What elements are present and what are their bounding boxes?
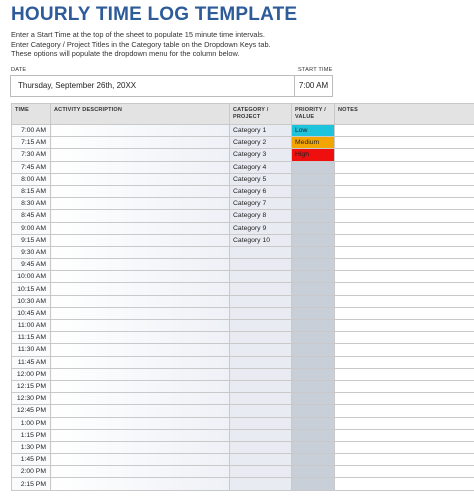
category-cell[interactable] (230, 466, 292, 478)
priority-cell[interactable] (292, 295, 335, 307)
table-row (12, 405, 474, 417)
time-cell[interactable]: 9:00 AM (12, 222, 51, 234)
time-cell[interactable]: 10:15 AM (12, 283, 51, 295)
table-row (12, 320, 474, 332)
activity-cell[interactable] (51, 405, 230, 417)
time-cell[interactable]: 1:45 PM (12, 454, 51, 466)
time-cell[interactable]: 9:45 AM (12, 259, 51, 271)
table-row (12, 161, 474, 173)
priority-cell[interactable] (292, 454, 335, 466)
notes-cell[interactable] (335, 246, 474, 258)
activity-cell[interactable] (51, 234, 230, 246)
priority-cell[interactable] (292, 356, 335, 368)
time-cell[interactable]: 7:30 AM (12, 149, 51, 161)
start-time-label: START TIME (298, 67, 333, 73)
notes-cell[interactable] (335, 320, 474, 332)
column-header-notes: NOTES (335, 104, 474, 125)
table-row (12, 234, 474, 246)
category-cell[interactable] (230, 356, 292, 368)
time-cell[interactable]: 9:15 AM (12, 234, 51, 246)
priority-cell[interactable] (292, 380, 335, 392)
notes-cell[interactable] (335, 417, 474, 429)
time-cell[interactable]: 9:30 AM (12, 246, 51, 258)
notes-cell[interactable] (335, 234, 474, 246)
notes-cell[interactable] (335, 441, 474, 453)
category-cell[interactable] (230, 271, 292, 283)
notes-cell[interactable] (335, 283, 474, 295)
priority-cell[interactable] (292, 185, 335, 197)
instruction-line: Enter Category / Project Titles in the Category table on the Dropdown Keys tab. (11, 39, 271, 49)
activity-cell[interactable] (51, 380, 230, 392)
table-row (12, 307, 474, 319)
activity-cell[interactable] (51, 198, 230, 210)
table-row (12, 125, 474, 137)
priority-cell[interactable] (292, 246, 335, 258)
activity-cell[interactable] (51, 125, 230, 137)
category-cell[interactable]: Category 6 (230, 185, 292, 197)
table-row (12, 417, 474, 429)
time-log-table-wrapper (11, 103, 474, 497)
notes-cell[interactable] (335, 161, 474, 173)
priority-cell[interactable] (292, 405, 335, 417)
activity-cell[interactable] (51, 320, 230, 332)
notes-cell[interactable] (335, 380, 474, 392)
activity-cell[interactable] (51, 295, 230, 307)
activity-cell[interactable] (51, 368, 230, 380)
activity-cell[interactable] (51, 149, 230, 161)
table-row (12, 259, 474, 271)
table-row (12, 332, 474, 344)
table-row (12, 380, 474, 392)
priority-cell[interactable] (292, 368, 335, 380)
table-row (12, 222, 474, 234)
category-cell[interactable] (230, 393, 292, 405)
table-row (12, 466, 474, 478)
time-cell[interactable]: 1:15 PM (12, 429, 51, 441)
notes-cell[interactable] (335, 198, 474, 210)
notes-cell[interactable] (335, 173, 474, 185)
activity-cell[interactable] (51, 466, 230, 478)
notes-cell[interactable] (335, 222, 474, 234)
activity-cell[interactable] (51, 137, 230, 149)
time-cell[interactable]: 8:15 AM (12, 185, 51, 197)
category-cell[interactable]: Category 3 (230, 149, 292, 161)
priority-cell[interactable] (292, 466, 335, 478)
start-time-field[interactable]: 7:00 AM (294, 75, 333, 97)
table-row (12, 246, 474, 258)
category-cell[interactable] (230, 429, 292, 441)
table-row (12, 441, 474, 453)
category-cell[interactable]: Category 5 (230, 173, 292, 185)
time-cell[interactable]: 10:00 AM (12, 271, 51, 283)
time-cell[interactable]: 8:00 AM (12, 173, 51, 185)
activity-cell[interactable] (51, 307, 230, 319)
category-cell[interactable] (230, 380, 292, 392)
table-row (12, 429, 474, 441)
date-field[interactable]: Thursday, September 26th, 20XX (10, 75, 294, 97)
column-header-priority: PRIORITY / VALUE (292, 104, 335, 125)
table-row (12, 185, 474, 197)
priority-cell[interactable]: High (292, 149, 335, 161)
activity-cell[interactable] (51, 332, 230, 344)
activity-cell[interactable] (51, 356, 230, 368)
category-cell[interactable] (230, 283, 292, 295)
category-cell[interactable] (230, 405, 292, 417)
time-cell[interactable]: 12:00 PM (12, 368, 51, 380)
priority-cell[interactable] (292, 307, 335, 319)
instruction-line: These options will populate the dropdown menu for the column below. (11, 49, 240, 58)
time-cell[interactable]: 8:30 AM (12, 198, 51, 210)
time-cell[interactable]: 12:30 PM (12, 393, 51, 405)
table-row (12, 478, 474, 490)
column-header-activity: ACTIVITY DESCRIPTION (51, 104, 230, 125)
notes-cell[interactable] (335, 356, 474, 368)
priority-cell[interactable] (292, 344, 335, 356)
time-cell[interactable]: 11:15 AM (12, 332, 51, 344)
activity-cell[interactable] (51, 222, 230, 234)
activity-cell[interactable] (51, 429, 230, 441)
date-label: DATE (11, 67, 27, 73)
time-cell[interactable]: 10:30 AM (12, 295, 51, 307)
table-row (12, 271, 474, 283)
table-row (12, 149, 474, 161)
table-row (12, 454, 474, 466)
notes-cell[interactable] (335, 185, 474, 197)
table-row (12, 344, 474, 356)
activity-cell[interactable] (51, 271, 230, 283)
notes-cell[interactable] (335, 137, 474, 149)
category-cell[interactable] (230, 441, 292, 453)
priority-cell[interactable] (292, 393, 335, 405)
activity-cell[interactable] (51, 246, 230, 258)
time-cell[interactable]: 7:15 AM (12, 137, 51, 149)
time-log-table (11, 103, 474, 491)
priority-cell[interactable] (292, 222, 335, 234)
activity-cell[interactable] (51, 185, 230, 197)
priority-cell[interactable] (292, 210, 335, 222)
category-cell[interactable]: Category 8 (230, 210, 292, 222)
category-cell[interactable] (230, 295, 292, 307)
notes-cell[interactable] (335, 271, 474, 283)
activity-cell[interactable] (51, 173, 230, 185)
notes-cell[interactable] (335, 125, 474, 137)
notes-cell[interactable] (335, 259, 474, 271)
time-cell[interactable]: 8:45 AM (12, 210, 51, 222)
notes-cell[interactable] (335, 368, 474, 380)
priority-cell[interactable] (292, 259, 335, 271)
priority-cell[interactable] (292, 441, 335, 453)
table-body (12, 125, 474, 491)
activity-cell[interactable] (51, 259, 230, 271)
instructions (11, 30, 341, 59)
category-cell[interactable] (230, 307, 292, 319)
category-cell[interactable] (230, 478, 292, 490)
notes-cell[interactable] (335, 454, 474, 466)
table-row (12, 368, 474, 380)
activity-cell[interactable] (51, 454, 230, 466)
notes-cell[interactable] (335, 210, 474, 222)
category-cell[interactable] (230, 246, 292, 258)
priority-cell[interactable] (292, 234, 335, 246)
priority-cell[interactable] (292, 161, 335, 173)
notes-cell[interactable] (335, 149, 474, 161)
column-header-category: CATEGORY / PROJECT (230, 104, 292, 125)
time-cell[interactable]: 2:15 PM (12, 478, 51, 490)
priority-cell[interactable]: Medium (292, 137, 335, 149)
category-cell[interactable] (230, 320, 292, 332)
notes-cell[interactable] (335, 295, 474, 307)
time-cell[interactable]: 7:00 AM (12, 125, 51, 137)
time-cell[interactable]: 12:15 PM (12, 380, 51, 392)
time-cell[interactable]: 1:00 PM (12, 417, 51, 429)
time-cell[interactable]: 1:30 PM (12, 441, 51, 453)
notes-cell[interactable] (335, 393, 474, 405)
activity-cell[interactable] (51, 478, 230, 490)
category-cell[interactable]: Category 10 (230, 234, 292, 246)
table-row (12, 210, 474, 222)
time-cell[interactable]: 2:00 PM (12, 466, 51, 478)
activity-cell[interactable] (51, 441, 230, 453)
activity-cell[interactable] (51, 417, 230, 429)
category-cell[interactable]: Category 4 (230, 161, 292, 173)
priority-cell[interactable] (292, 478, 335, 490)
notes-cell[interactable] (335, 478, 474, 490)
table-row (12, 295, 474, 307)
category-cell[interactable] (230, 417, 292, 429)
priority-cell[interactable] (292, 271, 335, 283)
notes-cell[interactable] (335, 344, 474, 356)
priority-cell[interactable] (292, 429, 335, 441)
time-cell[interactable]: 7:45 AM (12, 161, 51, 173)
table-row (12, 356, 474, 368)
time-cell[interactable]: 11:00 AM (12, 320, 51, 332)
page-title: HOURLY TIME LOG TEMPLATE (11, 4, 298, 25)
category-cell[interactable]: Category 2 (230, 137, 292, 149)
table-row (12, 283, 474, 295)
category-cell[interactable] (230, 454, 292, 466)
time-cell[interactable]: 10:45 AM (12, 307, 51, 319)
notes-cell[interactable] (335, 307, 474, 319)
activity-cell[interactable] (51, 393, 230, 405)
category-cell[interactable]: Category 9 (230, 222, 292, 234)
category-cell[interactable] (230, 344, 292, 356)
time-cell[interactable]: 11:45 AM (12, 356, 51, 368)
notes-cell[interactable] (335, 429, 474, 441)
column-header-time: TIME (12, 104, 51, 125)
activity-cell[interactable] (51, 210, 230, 222)
category-cell[interactable] (230, 368, 292, 380)
priority-cell[interactable] (292, 198, 335, 210)
priority-cell[interactable]: Low (292, 125, 335, 137)
notes-cell[interactable] (335, 466, 474, 478)
priority-cell[interactable] (292, 332, 335, 344)
activity-cell[interactable] (51, 161, 230, 173)
time-cell[interactable]: 11:30 AM (12, 344, 51, 356)
table-row (12, 198, 474, 210)
table-header-row (12, 104, 474, 125)
time-cell[interactable]: 12:45 PM (12, 405, 51, 417)
priority-cell[interactable] (292, 320, 335, 332)
notes-cell[interactable] (335, 332, 474, 344)
table-row (12, 137, 474, 149)
activity-cell[interactable] (51, 283, 230, 295)
table-row (12, 173, 474, 185)
table-row (12, 393, 474, 405)
priority-cell[interactable] (292, 417, 335, 429)
priority-cell[interactable] (292, 283, 335, 295)
instruction-line: Enter a Start Time at the top of the sheet to populate 15 minute time intervals. (11, 30, 265, 39)
category-cell[interactable] (230, 332, 292, 344)
notes-cell[interactable] (335, 405, 474, 417)
category-cell[interactable] (230, 259, 292, 271)
priority-cell[interactable] (292, 173, 335, 185)
category-cell[interactable]: Category 7 (230, 198, 292, 210)
activity-cell[interactable] (51, 344, 230, 356)
category-cell[interactable]: Category 1 (230, 125, 292, 137)
